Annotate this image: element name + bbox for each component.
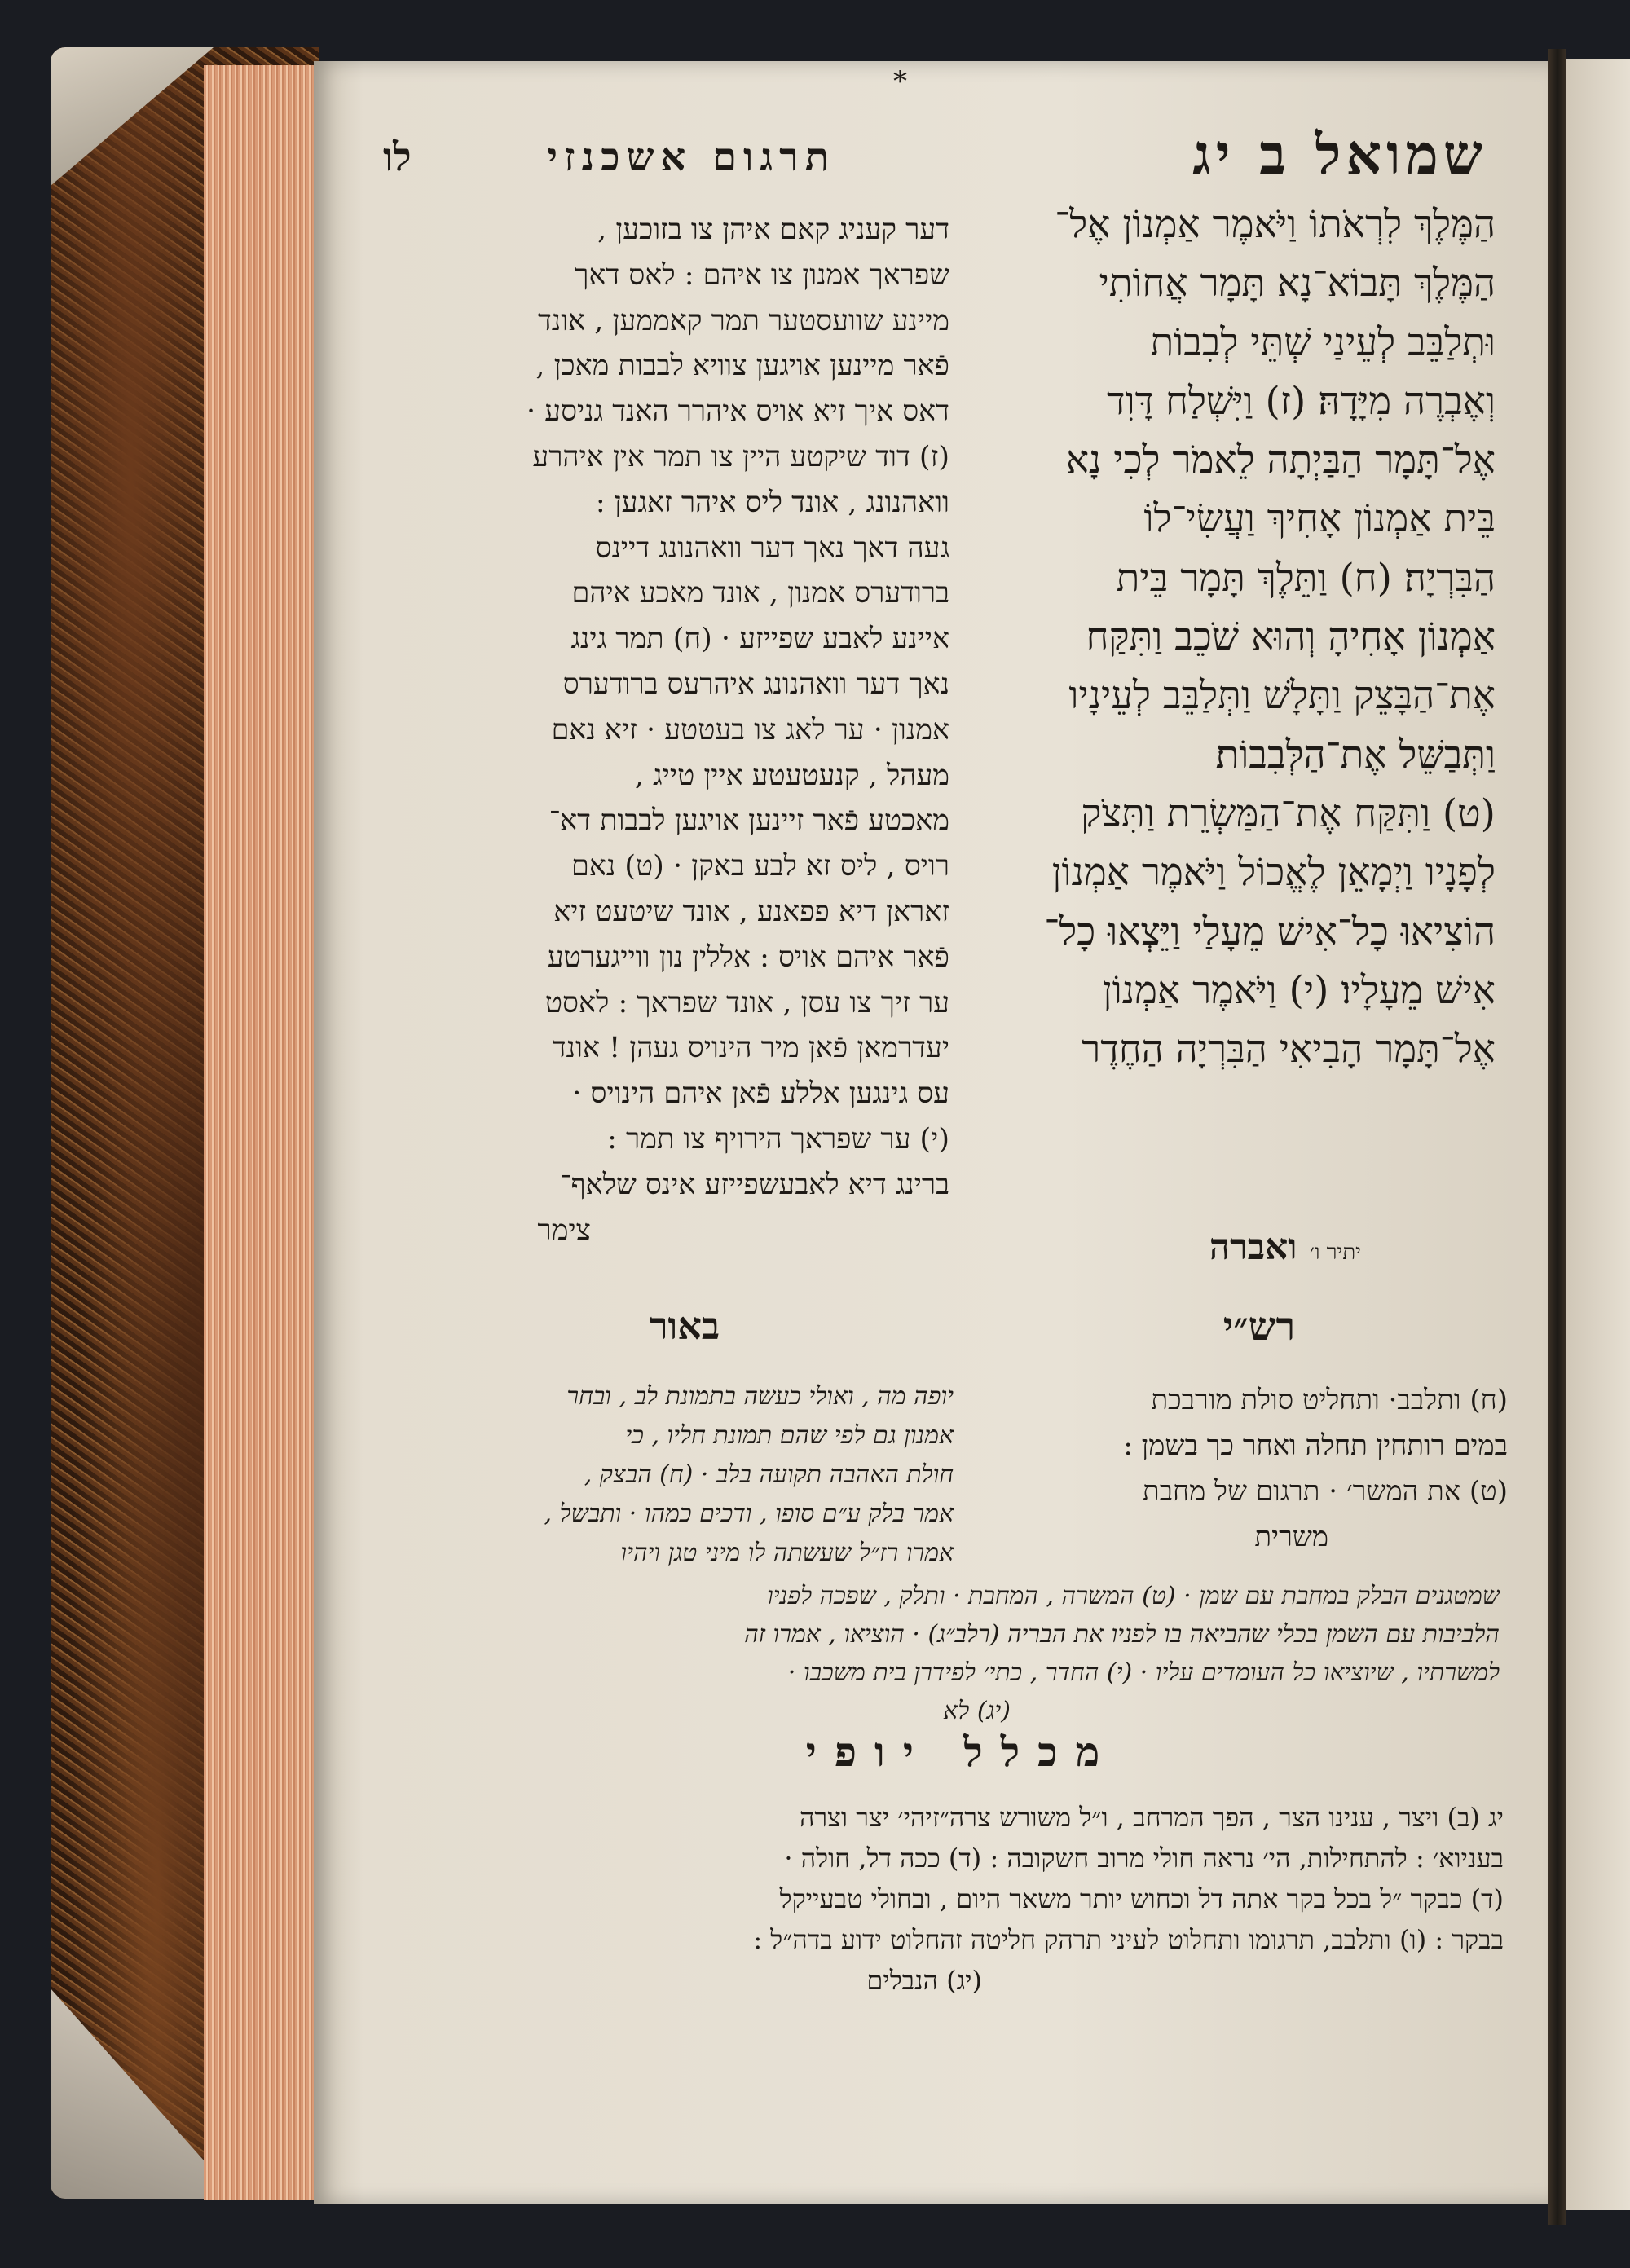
section-heading-rashi: רש״י [1222,1304,1296,1350]
yiddish-line: פֿאר מיינען אויגען צוויא לבבות מאכן , [535,350,949,383]
facing-page [1563,59,1630,2210]
yiddish-line: דער קעניג קאם איהן צו בזוכען , [597,214,949,246]
bible-line: הַמֶּלֶךְ תָּבוֹא־נָא תָּמָר אֲחוֹתִי [1099,261,1496,306]
bible-line: הַבִּרְיָה׃ (ח) וַתֵּלֶךְ תָּמָר בֵּית [1116,555,1496,601]
bible-line: אֶל־תָּמָר הָבִיאִי הַבִּרְיָה הַחֶדֶר [1082,1027,1496,1072]
michlol-yofi-commentary [383,1797,1504,2001]
michlol-catchword: (יג) הנבלים [866,1965,982,1996]
yiddish-line: מיינע שוועסטער תמר קאממען , אונד [537,304,949,337]
biur-line: הלביבות עם השמן בכלי שהביאה בו לפניו את הבריה (רלב״ג) · הוציאו , אמרו זה [744,1620,1500,1649]
bible-line: הוֹצִיאוּ כָל־אִישׁ מֵעָלַי וַיֵּצְאוּ כָל־ [1044,909,1496,954]
biur-commentary-continued [424,1577,1500,1730]
biur-line: למשרתיו , שיוציאו כל העומדים עליו · (י) החדר , כתי׳ לפידרן בית משכבו · [787,1658,1500,1687]
running-head-translation [383,134,835,180]
biur-line: יופה מה , ואולי כעשה בתמונת לב , ובחר [566,1382,954,1411]
yiddish-line: מעהל , קנעטעטע איין טייג , [634,759,949,792]
yiddish-line: מאכטע פֿאר זיינען אויגען לבבות דא־ [548,804,949,838]
yiddish-line: עס גינגען אללע פֿאן איהם הינויס · [572,1077,949,1111]
biur-line: אמר בלק ע״ם סופו , ודכים כמהו · ותבשל , [544,1500,954,1528]
yiddish-line: איינע לאבע שפייזע · (ח) תמר גינג [570,623,949,656]
bible-catchword: ואברה [1209,1226,1297,1268]
yiddish-line: ער זיך צו עסן , אונד שפראך : לאסט [544,986,949,1019]
yiddish-line: דאס איך זיא אויס איהרר האנד גניסע · [526,395,949,429]
bible-line: אֶת־הַבָּצֵק וַתָּלָשׁ וַתְּלַבֵּב לְעֵינָיו [1068,673,1496,719]
running-head-title: תרגום אשכנזי [547,134,835,180]
yiddish-line: געה דאך נאך דער וואהנונג דיינס [595,531,949,565]
yiddish-catchword: צימר [537,1213,591,1247]
yiddish-line: יעדרמאן פֿאן מיר הינויס געהן ! אונד [552,1032,949,1065]
page-mark: * [893,65,907,98]
bible-catchword-row [1133,1226,1402,1268]
yiddish-line: שפראך אמנון צו איהם : לאס דאך [575,258,949,292]
bible-line: אִישׁ מֵעָלָיו׃ (י) וַיֹּאמֶר אַמְנוֹן [1102,967,1496,1013]
bible-line: וּתְלַבֵּב לְעֵינַי שְׁתֵּי לְבִבוֹת [1150,319,1496,365]
page-edges [204,65,318,2200]
bible-line: בֵּית אַמְנוֹן אָחִיךְ וַעֲשִׂי־לוֹ [1143,496,1496,542]
biur-line: אמנון גם לפי שהם תמונת חליו , כי [625,1421,954,1450]
biur-line: שמטגנים הבלק במחבת עם שמן · (ט) המשרה , המחבת · ותלק , שפכה לפניו [767,1582,1500,1610]
yiddish-line: וואהנונג , אונד ליס איהר זאגען : [595,486,949,519]
book-gutter [1548,49,1566,2225]
yiddish-line: ברינג דיא לאבעשפייזע אינס שלאף־ [560,1168,949,1201]
bible-line: אַמְנוֹן אָחִיהָ וְהוּא שֹׁכֵב וַתִּקַּח [1086,614,1496,660]
biur-catchword: (יג) לא [943,1697,1011,1725]
rashi-line: (ט) את המשר׳ · תרגום של מחבת [1142,1475,1508,1508]
bible-line: (ט) וַתִּקַּח אֶת־הַמַּשְׂרֵת וַתִּצֹק [1081,790,1496,836]
yiddish-line: רויס , ליס זא לבע באקן · (ט) נאם [571,850,949,883]
yiddish-translation-column [387,208,949,1253]
rashi-commentary [986,1377,1508,1560]
biur-line: אמרו רז״ל שעשתה לו מיני טגן ויהיו [620,1539,954,1567]
michlol-line: בבקר : (ו) ותלבב, תרגומו ותחלוט לעיני תרהק חליטה זהחלוט ידוע בדה״ל : [753,1924,1504,1955]
bible-line: אֶל־תָּמָר הַבַּיְתָה לֵאמֹר לְכִי נָא [1065,438,1496,483]
michlol-line: בעניוא׳ : להתחילות, הי׳ נראה חולי מרוב חשקובה : (ד) ככה דל, חולה · [784,1843,1504,1874]
michlol-line: (ד) כבקר ״ל בכל בקר אתה דל וכחוש יותר משאר היום , ובחולי טבעייקל [779,1883,1504,1914]
yiddish-line: (ז) דוד שיקטע היין צו תמר אין איהרע [532,440,949,473]
yiddish-line: נאך דער וואהנונג איהרעס ברודערס [562,667,949,701]
yiddish-line: זאראן דיא פפאנע , אונד שיטעט זיא [553,895,949,928]
rashi-line: במים רותחין תחלה ואחר כך בשמן : [1123,1429,1508,1462]
bible-line: וְאֶבְרֶה מִיָּדָהּ׃ (ז) וַיִּשְׁלַח דָּוִד [1106,378,1496,424]
bible-line: וַתְּבַשֵּׁל אֶת־הַלְּבִבוֹת׃ [1215,732,1496,777]
biur-line: חולת האהבה תקועה בלב · (ח) הבצק , [584,1460,954,1489]
bible-note: יתיר ו׳ [1309,1240,1361,1265]
page-number: לו [383,134,412,180]
bible-text-column [978,196,1496,1079]
yiddish-line: (י) ער שפראך הירויף צו תמר : [607,1122,949,1156]
biur-commentary [424,1377,954,1573]
running-head-book: שמואל ב יג [1192,122,1487,187]
yiddish-line: אמנון · ער לאג צו בעטטע · זיא נאם [551,713,949,746]
bible-line: הַמֶּלֶךְ לִרְאֹתוֹ וַיֹּאמֶר אַמְנוֹן אֶל־ [1055,202,1496,247]
rashi-line: (ח) ותלבב· ותחליט סולת מורבכת [1151,1384,1508,1416]
yiddish-line: ברודערס אמנון , אונד מאכע איהם [571,577,949,610]
rashi-line: משרית [1254,1521,1328,1553]
section-heading-michlol-yofi: מכלל יופי [805,1728,1118,1776]
section-heading-biur: באור [649,1304,720,1348]
yiddish-line: פֿאר איהם אויס : אללין נון ווייגערטע [547,940,949,974]
michlol-line: יג (ב) ויצר , ענינו הצר , הפך המרחב , ו״ל משורש צרה״זיהי׳ יצר וצרה [799,1802,1504,1833]
bible-line: לְפָנָיו וַיְמָאֵן לֶאֱכוֹל וַיֹּאמֶר אַמְנוֹן [1051,850,1496,896]
